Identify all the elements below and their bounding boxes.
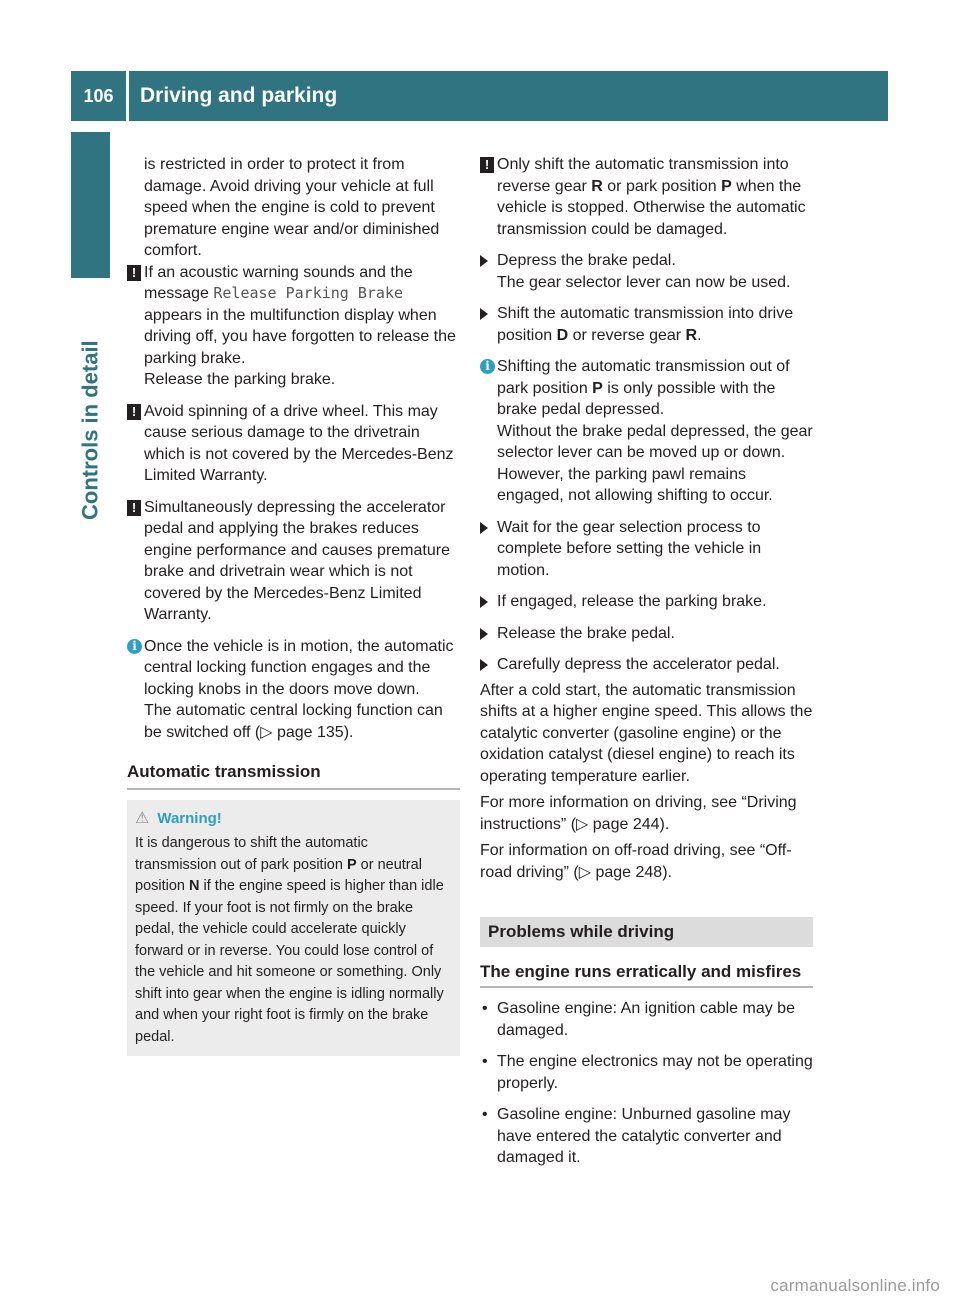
subheading-engine-misfires: The engine runs erratically and misfires — [480, 961, 813, 989]
side-section-label: Controls in detail — [77, 340, 103, 520]
left-column — [127, 154, 460, 1056]
paragraph-driving-instructions: For more information on driving, see “Driving instructions” (▷ page 244). — [480, 794, 797, 833]
page-number: 106 — [83, 85, 114, 106]
warning-box — [127, 800, 460, 1057]
page-header — [71, 71, 888, 121]
step-arrow-icon — [480, 659, 488, 671]
notice-wheel-spin: ! Avoid spinning of a drive wheel. This may cause serious damage to the drivetrain which is not covered by the Mercedes-Benz Limited Warranty. — [127, 401, 460, 487]
step-arrow-icon — [480, 522, 488, 534]
notice-icon: ! — [127, 404, 141, 420]
info-icon: i — [127, 639, 142, 654]
info-park-position: i Shifting the automatic transmission out of park position P is only possible with the brake pedal depressed. Without the brake pedal depressed, the gear selector lever can be moved up or down. However, the parking pawl remains engaged, not allowing shifting to occur. — [480, 356, 813, 507]
section-heading-problems: Problems while driving — [480, 917, 813, 947]
paragraph-cold-start: After a cold start, the automatic transmission shifts at a higher engine speed. This allows the catalytic converter (gasoline engine) or the oxidation catalyst (diesel engine) to reach its operating temperature earlier. — [480, 681, 813, 785]
section-heading-automatic-transmission: Automatic transmission — [127, 761, 460, 790]
side-tab — [71, 132, 110, 278]
notice-pedal-brake: ! Simultaneously depressing the accelerator pedal and applying the brakes reduces engine performance and causes premature brake and drivetrain wear which is not covered by the Mercedes-Benz Limited Warranty. — [127, 497, 460, 626]
step-wait-gear: Wait for the gear selection process to complete before setting the vehicle in motion. — [480, 517, 813, 582]
notice-shift-when-stopped: ! Only shift the automatic transmission into reverse gear R or park position P when the vehicle is stopped. Otherwise the automatic transmission could be damaged. — [480, 154, 813, 240]
intro-paragraph: is restricted in order to protect it from damage. Avoid driving your vehicle at full speed when the engine is cold to prevent premature engine wear and/or diminished comfort. — [144, 156, 440, 259]
list-item: • Gasoline engine: An ignition cable may be damaged. — [482, 1000, 795, 1039]
notice-icon: ! — [480, 157, 494, 173]
notice-icon: ! — [127, 265, 141, 281]
right-column — [480, 154, 813, 1169]
header-divider — [126, 71, 129, 121]
notice-action: Release the parking brake. — [144, 371, 336, 388]
step-accelerate: Carefully depress the accelerator pedal. — [480, 654, 813, 676]
notice-icon: ! — [127, 500, 141, 516]
step-result: The gear selector lever can now be used. — [497, 273, 791, 291]
step-arrow-icon — [480, 596, 488, 608]
display-message: Release Parking Brake — [213, 284, 404, 302]
info-icon: i — [480, 359, 495, 374]
step-release-parking-brake: If engaged, release the parking brake. — [480, 591, 813, 613]
list-item: • Gasoline engine: Unburned gasoline may have entered the catalytic converter and damaged it. — [482, 1106, 791, 1166]
step-shift-drive: Shift the automatic transmission into drive position D or reverse gear R. — [480, 303, 813, 346]
bullet-icon: • — [482, 1053, 488, 1070]
list-item: • The engine electronics may not be operating properly. — [482, 1053, 813, 1092]
notice-acoustic-warning: ! If an acoustic warning sounds and the message Release Parking Brake appears in the multifunction display when driving off, you have forgotten to release the parking brake. Release the parking brake. — [127, 262, 460, 391]
step-arrow-icon — [480, 255, 488, 267]
warning-triangle-icon: ⚠ — [135, 809, 150, 827]
step-arrow-icon — [480, 308, 488, 320]
step-depress-brake: Depress the brake pedal. The gear selector lever can now be used. — [480, 250, 813, 293]
header-title: Driving and parking — [140, 84, 338, 107]
warning-text: It is dangerous to shift the automatic transmission out of park position P or neutral position N if the engine speed is higher than idle speed. If your foot is not firmly on the brake pedal, the vehicle could accelerate quickly forward or in reverse. You could lose control of the vehicle and hit someone or something. Only shift into gear when the engine is idling normally and when your right foot is firmly on the brake pedal. — [135, 835, 444, 1045]
warning-title: ⚠ Warning! — [135, 809, 222, 827]
info-central-locking: i Once the vehicle is in motion, the automatic central locking function engages and the locking knobs in the doors move down. The automatic central locking function can be switched off (▷ page 135). — [127, 636, 460, 744]
step-release-brake: Release the brake pedal. — [480, 623, 813, 645]
watermark: carmanualsonline.info — [770, 1276, 940, 1295]
paragraph-offroad: For information on off-road driving, see “Off-road driving” (▷ page 248). — [480, 842, 792, 881]
step-arrow-icon — [480, 628, 488, 640]
bullet-icon: • — [482, 1106, 488, 1123]
bullet-icon: • — [482, 1000, 488, 1017]
